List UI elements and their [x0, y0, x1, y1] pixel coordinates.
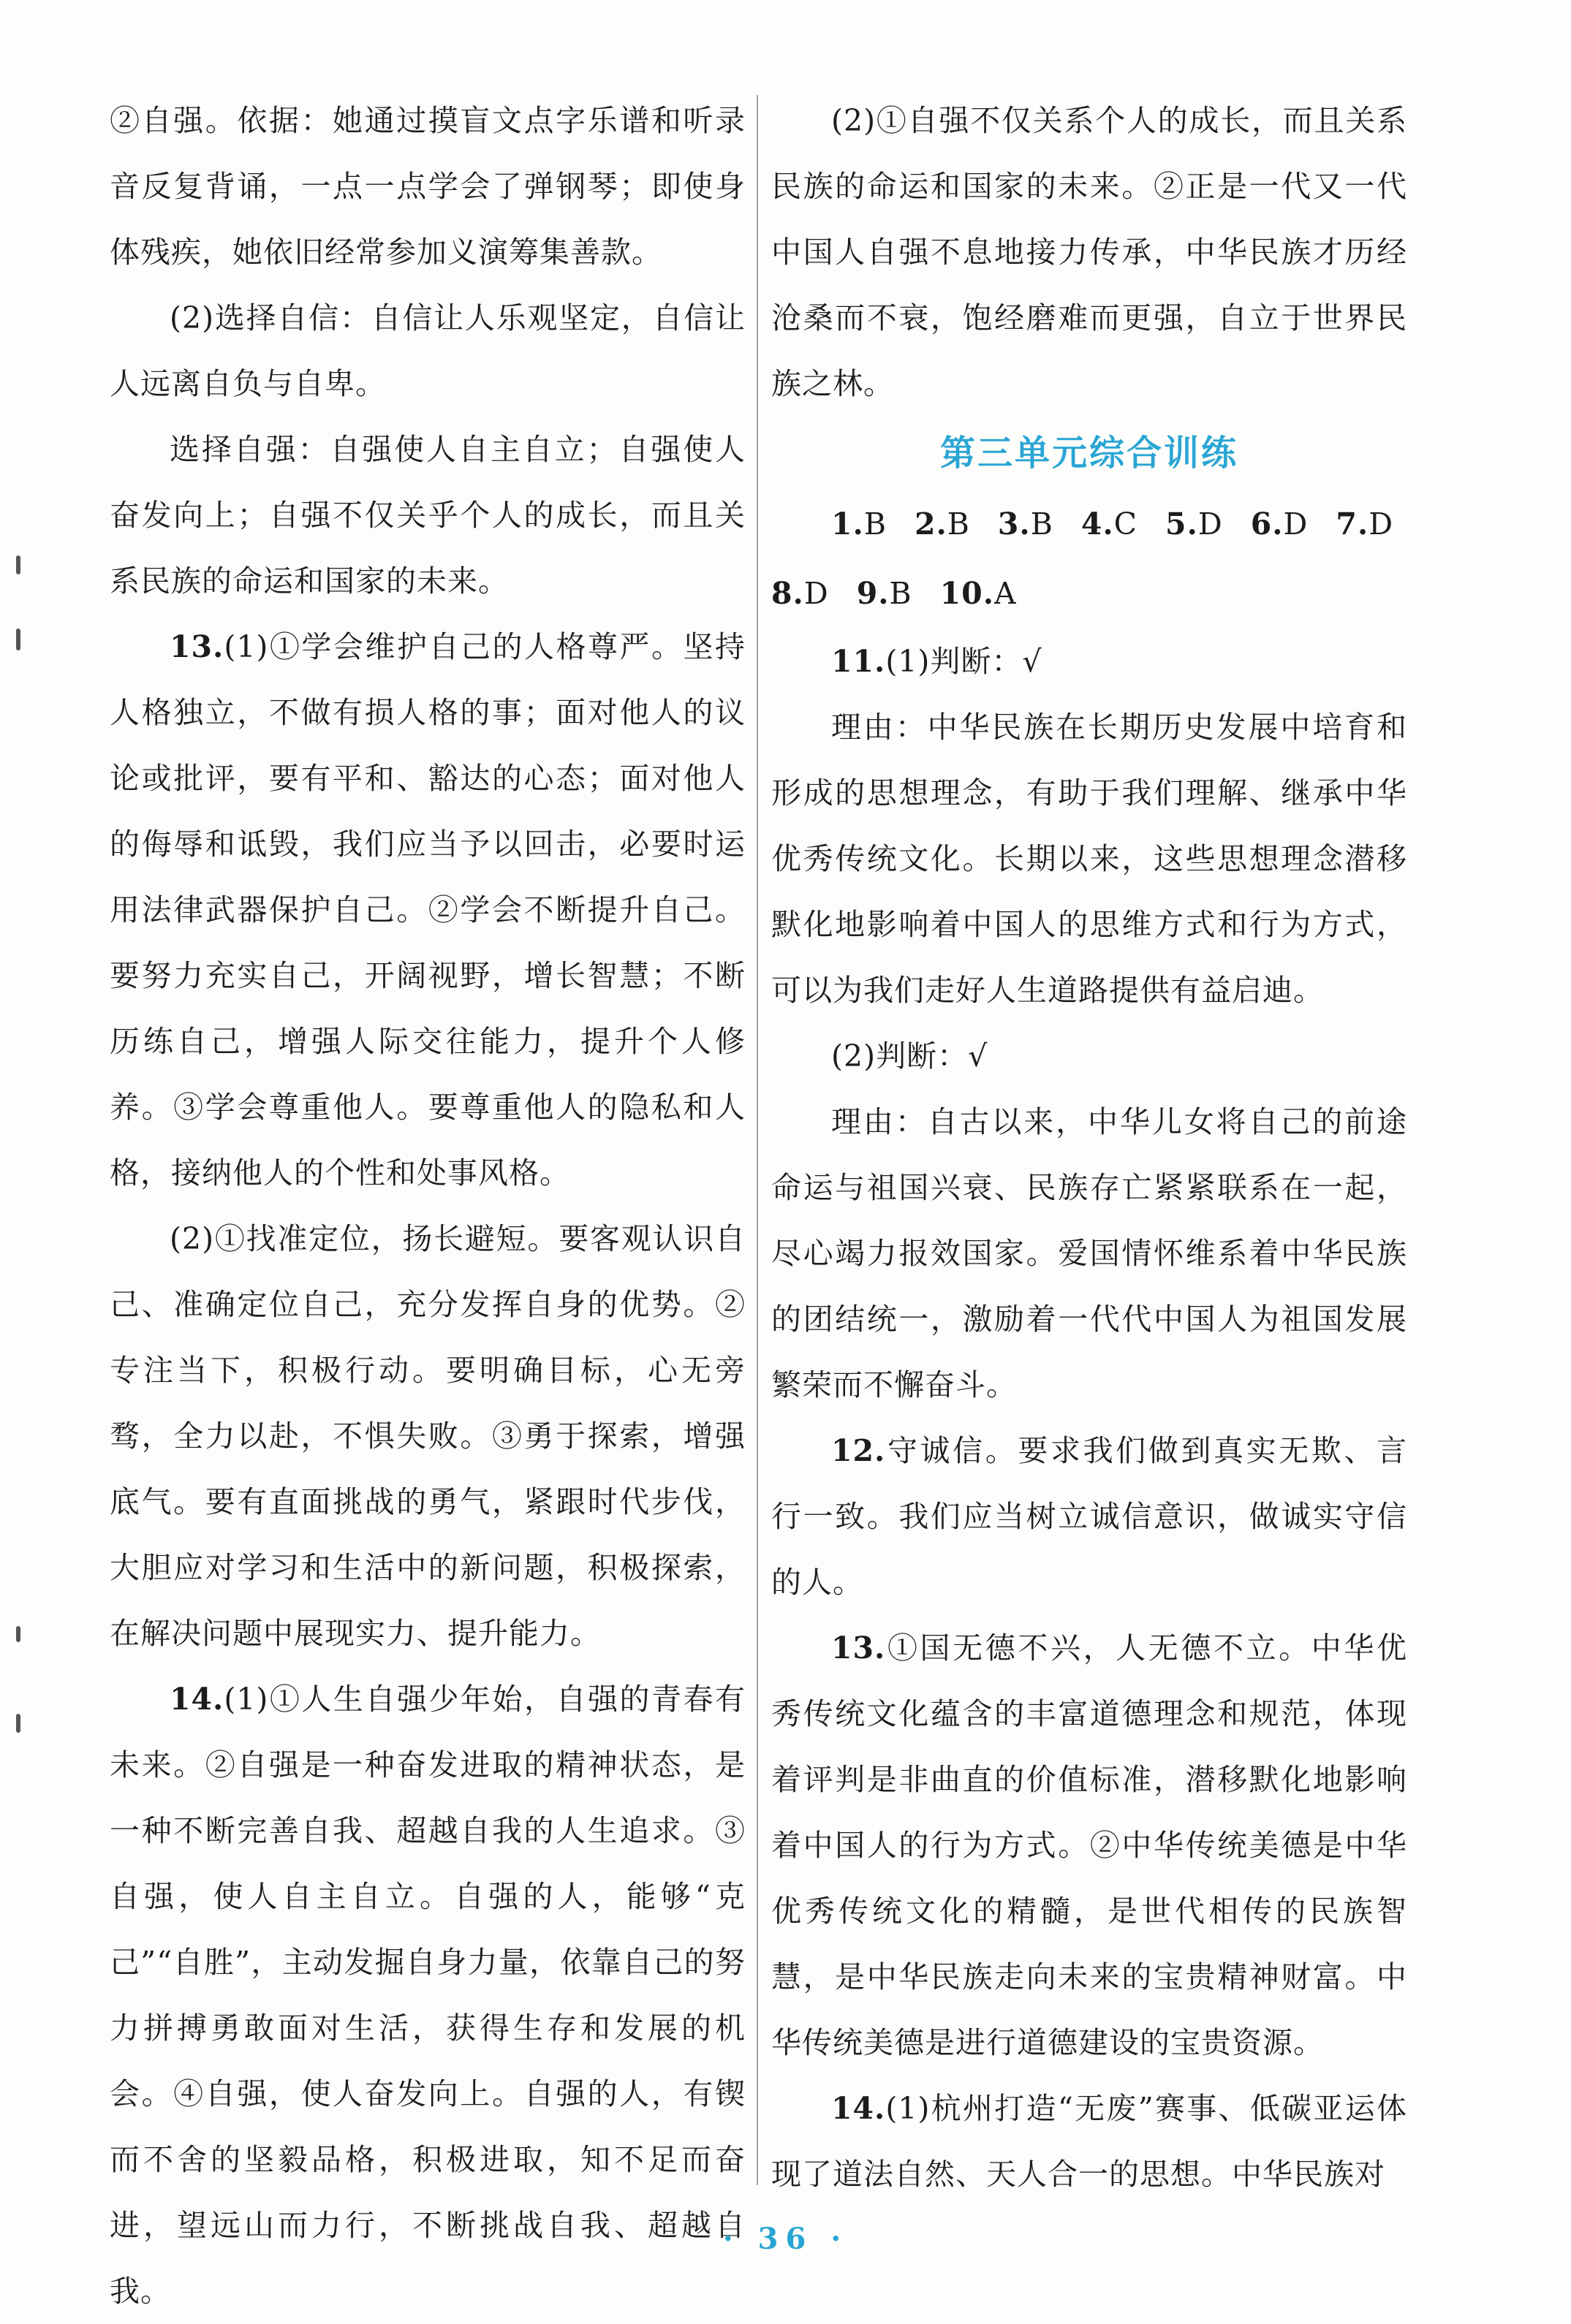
question-13-part1 — [110, 614, 746, 1206]
scan-edge-mark — [16, 629, 20, 650]
answer-letter: B — [1030, 506, 1053, 542]
answer-text: (1)①人生自强少年始，自强的青春有未来。②自强是一种奋发进取的精神状态，是一种不断完善自我、超越自我的人生追求。③自强，使人自主自立。自强的人，能够“克己”“自胜”，主动发掘自身力量，依靠自己的努力拼搏勇敢面对生活，获得生存和发展的机会。④自强，使人奋发向上。自强的人，有锲而不舍的坚毅品格，积极进取，知不足而奋进，望远山而力行，不断挑战自我、超越自我。 — [110, 1682, 746, 2309]
mc-answer — [857, 576, 912, 611]
answer-letter: D — [1283, 506, 1309, 542]
answer-paragraph: ②自强。依据：她通过摸盲文点字乐谱和听录音反复背诵，一点一点学会了弹钢琴；即使身体残疾，她依旧经常参加义演筹集善款。 — [110, 103, 746, 270]
question-number: 8. — [771, 576, 804, 611]
mc-answer — [940, 576, 1017, 611]
question-number: 9. — [856, 576, 890, 611]
question-number: 14. — [170, 1682, 224, 1717]
mc-answer — [1251, 506, 1309, 542]
answer-letter: D — [1197, 506, 1223, 542]
mc-answer — [915, 506, 970, 542]
question-number: 13. — [170, 629, 224, 664]
question-number: 2. — [914, 506, 947, 542]
question-13-part2: (2)①找准定位，扬长避短。要客观认识自己、准确定位自己，充分发挥自身的优势。②专注当下，积极行动。要明确目标，心无旁骛，全力以赴，不惧失败。③勇于探索，增强底气。要有直面挑战的勇气，紧跟时代步伐，大胆应对学习和生活中的新问题，积极探索，在解决问题中展现实力、提升能力。 — [110, 1221, 746, 1651]
section-title: 第三单元综合训练 — [939, 433, 1238, 474]
question-number: 4. — [1080, 506, 1114, 542]
answer-paragraph: (2)选择自信：自信让人乐观坚定，自信让人远离自负与自卑。 — [110, 300, 746, 401]
question-number: 5. — [1165, 506, 1198, 542]
mc-answer — [1165, 506, 1223, 542]
question-number: 11. — [831, 644, 886, 679]
answer-text: (1)杭州打造“无废”赛事、低碳亚运体现了道法自然、天人合一的思想。中华民族对 — [771, 2091, 1407, 2192]
mc-answers-line1 — [771, 490, 1407, 559]
answer-letter: C — [1113, 506, 1138, 542]
answer-letter: B — [889, 576, 912, 611]
question-13 — [771, 1615, 1407, 2076]
mc-answer — [1336, 506, 1393, 542]
question-11-judgment2: (2)判断：√ — [831, 1038, 988, 1074]
answer-letter: D — [1369, 506, 1394, 542]
question-number: 1. — [831, 506, 864, 542]
answer-letter: B — [863, 506, 887, 542]
question-11-reason1: 理由：中华民族在长期历史发展中培育和形成的思想理念，有助于我们理解、继承中华优秀传统文化。长期以来，这些思想理念潜移默化地影响着中国人的思维方式和行为方式，可以为我们走好人生道路提供有益启迪。 — [771, 710, 1407, 1008]
left-column — [110, 88, 746, 2324]
answer-text: ①国无德不兴，人无德不立。中华优秀传统文化蕴含的丰富道德理念和规范，体现着评判是非曲直的价值标准，潜移默化地影响着中国人的行为方式。②中华传统美德是中华优秀传统文化的精髓，是世代相传的民族智慧，是中华民族走向未来的宝贵精神财富。中华传统美德是进行道德建设的宝贵资源。 — [771, 1630, 1407, 2060]
mc-answers-line2 — [771, 559, 1407, 629]
mc-answer — [771, 576, 829, 611]
answer-letter: A — [993, 576, 1017, 611]
question-number: 14. — [831, 2091, 886, 2126]
question-14-part2: (2)①自强不仅关系个人的成长，而且关系民族的命运和国家的未来。②正是一代又一代中国人自强不息地接力传承，中华民族才历经沧桑而不衰，饱经磨难而更强，自立于世界民族之林。 — [771, 103, 1407, 401]
answer-letter: B — [947, 506, 970, 542]
question-number: 12. — [831, 1433, 886, 1468]
answer-paragraph: 选择自强：自强使人自主自立；自强使人奋发向上；自强不仅关乎个人的成长，而且关系民族的命运和国家的未来。 — [110, 432, 746, 599]
question-number: 6. — [1250, 506, 1284, 542]
question-number: 10. — [939, 576, 994, 611]
mc-answer — [831, 506, 887, 542]
scan-edge-mark — [16, 1714, 20, 1733]
question-11-judgment1 — [771, 629, 1407, 694]
column-divider — [757, 95, 758, 2185]
answer-letter: D — [803, 576, 829, 611]
question-14 — [771, 2076, 1407, 2207]
page-number: · 36 · — [722, 2222, 849, 2256]
answer-text: (1)判断：√ — [885, 644, 1042, 679]
question-11-reason2: 理由：自古以来，中华儿女将自己的前途命运与祖国兴衰、民族存亡紧紧联系在一起，尽心竭力报效国家。爱国情怀维系着中华民族的团结统一，激励着一代代中国人为祖国发展繁荣而不懈奋斗。 — [771, 1104, 1407, 1402]
question-number: 7. — [1336, 506, 1369, 542]
question-12 — [771, 1418, 1407, 1615]
scan-edge-mark — [16, 555, 20, 574]
question-number: 13. — [831, 1630, 886, 1666]
mc-answer — [998, 506, 1053, 542]
question-number: 3. — [997, 506, 1031, 542]
answer-text: 守诚信。要求我们做到真实无欺、言行一致。我们应当树立诚信意识，做诚实守信的人。 — [771, 1433, 1407, 1600]
answer-text: (1)①学会维护自己的人格尊严。坚持人格独立，不做有损人格的事；面对他人的议论或批评，要有平和、豁达的心态；面对他人的侮辱和诋毁，我们应当予以回击，必要时运用法律武器保护自己。②学会不断提升自己。要努力充实自己，开阔视野，增长智慧；不断历练自己，增强人际交往能力，提升个人修养。③学会尊重他人。要尊重他人的隐私和人格，接纳他人的个性和处事风格。 — [110, 629, 746, 1191]
scan-edge-mark — [16, 1626, 20, 1642]
right-column — [771, 88, 1407, 2207]
mc-answer — [1081, 506, 1137, 542]
